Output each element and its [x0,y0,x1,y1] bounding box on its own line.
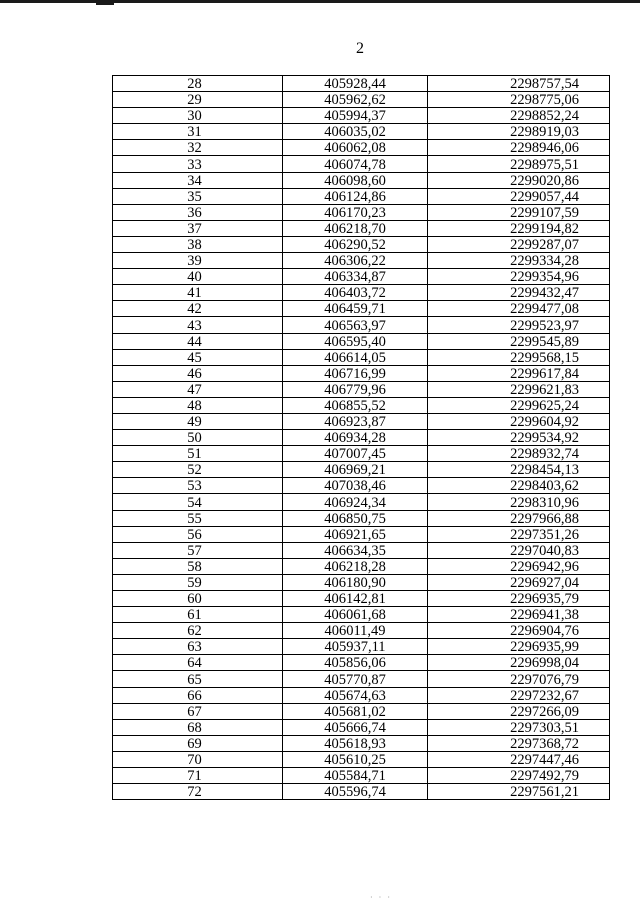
x-coordinate-cell: 406170,23 [283,204,428,220]
x-coordinate-cell: 406779,96 [283,381,428,397]
x-coordinate-cell: 405596,74 [283,784,428,800]
x-coordinate-cell: 406923,87 [283,413,428,429]
table-row [113,768,610,784]
y-coordinate-cell: 2298946,06 [428,140,610,156]
coordinates-table [112,75,610,800]
table-row [113,204,610,220]
x-coordinate-cell: 405856,06 [283,655,428,671]
table-row [113,301,610,317]
page-number: 2 [356,40,364,57]
point-number-cell: 68 [113,719,283,735]
x-coordinate-cell: 406011,49 [283,623,428,639]
table-row [113,413,610,429]
y-coordinate-cell: 2299057,44 [428,188,610,204]
point-number-cell: 67 [113,703,283,719]
x-coordinate-cell: 405962,62 [283,92,428,108]
x-coordinate-cell: 406459,71 [283,301,428,317]
point-number-cell: 59 [113,574,283,590]
point-number-cell: 54 [113,494,283,510]
point-number-cell: 52 [113,462,283,478]
point-number-cell: 64 [113,655,283,671]
x-coordinate-cell: 406180,90 [283,574,428,590]
y-coordinate-cell: 2297368,72 [428,735,610,751]
table-row [113,494,610,510]
x-coordinate-cell: 405610,25 [283,751,428,767]
y-coordinate-cell: 2299334,28 [428,253,610,269]
point-number-cell: 57 [113,542,283,558]
point-number-cell: 31 [113,124,283,140]
x-coordinate-cell: 406142,81 [283,591,428,607]
y-coordinate-cell: 2299194,82 [428,220,610,236]
x-coordinate-cell: 405937,11 [283,639,428,655]
y-coordinate-cell: 2297076,79 [428,671,610,687]
table-row [113,574,610,590]
table-row [113,542,610,558]
y-coordinate-cell: 2298919,03 [428,124,610,140]
point-number-cell: 34 [113,172,283,188]
y-coordinate-cell: 2298403,62 [428,478,610,494]
y-coordinate-cell: 2297492,79 [428,768,610,784]
point-number-cell: 56 [113,526,283,542]
table-row [113,381,610,397]
x-coordinate-cell: 405674,63 [283,687,428,703]
table-row [113,591,610,607]
y-coordinate-cell: 2296998,04 [428,655,610,671]
y-coordinate-cell: 2299545,89 [428,333,610,349]
point-number-cell: 70 [113,751,283,767]
point-number-cell: 53 [113,478,283,494]
x-coordinate-cell: 406934,28 [283,430,428,446]
x-coordinate-cell: 406921,65 [283,526,428,542]
table-row [113,172,610,188]
table-row [113,510,610,526]
x-coordinate-cell: 406124,86 [283,188,428,204]
x-coordinate-cell: 406855,52 [283,397,428,413]
table-row [113,92,610,108]
y-coordinate-cell: 2298975,51 [428,156,610,172]
point-number-cell: 66 [113,687,283,703]
x-coordinate-cell: 405770,87 [283,671,428,687]
y-coordinate-cell: 2298932,74 [428,446,610,462]
point-number-cell: 35 [113,188,283,204]
x-coordinate-cell: 406969,21 [283,462,428,478]
table-row [113,446,610,462]
y-coordinate-cell: 2299107,59 [428,204,610,220]
point-number-cell: 38 [113,236,283,252]
y-coordinate-cell: 2297447,46 [428,751,610,767]
x-coordinate-cell: 406061,68 [283,607,428,623]
x-coordinate-cell: 406634,35 [283,542,428,558]
table-row [113,784,610,800]
point-number-cell: 39 [113,253,283,269]
table-row [113,430,610,446]
table-row [113,655,610,671]
table-row [113,140,610,156]
x-coordinate-cell: 406563,97 [283,317,428,333]
x-coordinate-cell: 406306,22 [283,253,428,269]
x-coordinate-cell: 405666,74 [283,719,428,735]
y-coordinate-cell: 2299568,15 [428,349,610,365]
x-coordinate-cell: 407038,46 [283,478,428,494]
point-number-cell: 33 [113,156,283,172]
x-coordinate-cell: 405994,37 [283,108,428,124]
point-number-cell: 65 [113,671,283,687]
table-row [113,719,610,735]
x-coordinate-cell: 405584,71 [283,768,428,784]
x-coordinate-cell: 406595,40 [283,333,428,349]
point-number-cell: 49 [113,413,283,429]
y-coordinate-cell: 2296904,76 [428,623,610,639]
point-number-cell: 63 [113,639,283,655]
y-coordinate-cell: 2297561,21 [428,784,610,800]
table-row [113,462,610,478]
table-row [113,124,610,140]
x-coordinate-cell: 406716,99 [283,365,428,381]
table-row [113,349,610,365]
table-row [113,687,610,703]
point-number-cell: 72 [113,784,283,800]
point-number-cell: 48 [113,397,283,413]
x-coordinate-cell: 406098,60 [283,172,428,188]
table-row [113,285,610,301]
y-coordinate-cell: 2299617,84 [428,365,610,381]
table-row [113,236,610,252]
y-coordinate-cell: 2299020,86 [428,172,610,188]
point-number-cell: 43 [113,317,283,333]
point-number-cell: 58 [113,558,283,574]
point-number-cell: 45 [113,349,283,365]
point-number-cell: 62 [113,623,283,639]
point-number-cell: 60 [113,591,283,607]
point-number-cell: 69 [113,735,283,751]
y-coordinate-cell: 2297351,26 [428,526,610,542]
x-coordinate-cell: 406290,52 [283,236,428,252]
y-coordinate-cell: 2299287,07 [428,236,610,252]
y-coordinate-cell: 2296935,79 [428,591,610,607]
y-coordinate-cell: 2299621,83 [428,381,610,397]
y-coordinate-cell: 2299432,47 [428,285,610,301]
point-number-cell: 47 [113,381,283,397]
x-coordinate-cell: 406924,34 [283,494,428,510]
point-number-cell: 44 [113,333,283,349]
x-coordinate-cell: 406074,78 [283,156,428,172]
table-row [113,220,610,236]
point-number-cell: 29 [113,92,283,108]
point-number-cell: 50 [113,430,283,446]
table-row [113,156,610,172]
table-row [113,269,610,285]
table-row [113,735,610,751]
y-coordinate-cell: 2296935,99 [428,639,610,655]
y-coordinate-cell: 2299604,92 [428,413,610,429]
y-coordinate-cell: 2298852,24 [428,108,610,124]
table-row [113,253,610,269]
y-coordinate-cell: 2299523,97 [428,317,610,333]
top-border-mark [96,2,114,5]
x-coordinate-cell: 405681,02 [283,703,428,719]
x-coordinate-cell: 406614,05 [283,349,428,365]
point-number-cell: 41 [113,285,283,301]
point-number-cell: 55 [113,510,283,526]
table-row [113,639,610,655]
table-row [113,478,610,494]
x-coordinate-cell: 406403,72 [283,285,428,301]
x-coordinate-cell: 405928,44 [283,76,428,92]
point-number-cell: 61 [113,607,283,623]
point-number-cell: 51 [113,446,283,462]
table-row [113,333,610,349]
table-row [113,751,610,767]
point-number-cell: 28 [113,76,283,92]
y-coordinate-cell: 2296942,96 [428,558,610,574]
point-number-cell: 32 [113,140,283,156]
table-row [113,76,610,92]
table-row [113,397,610,413]
y-coordinate-cell: 2298310,96 [428,494,610,510]
y-coordinate-cell: 2297266,09 [428,703,610,719]
point-number-cell: 40 [113,269,283,285]
scan-artifact-dots: · · · [370,893,392,902]
y-coordinate-cell: 2297040,83 [428,542,610,558]
x-coordinate-cell: 405618,93 [283,735,428,751]
coordinates-table-body [113,76,610,800]
y-coordinate-cell: 2299354,96 [428,269,610,285]
table-row [113,558,610,574]
x-coordinate-cell: 406850,75 [283,510,428,526]
table-row [113,671,610,687]
y-coordinate-cell: 2297966,88 [428,510,610,526]
y-coordinate-cell: 2296927,04 [428,574,610,590]
x-coordinate-cell: 406218,70 [283,220,428,236]
table-row [113,108,610,124]
table-row [113,703,610,719]
x-coordinate-cell: 406334,87 [283,269,428,285]
y-coordinate-cell: 2297232,67 [428,687,610,703]
x-coordinate-cell: 406035,02 [283,124,428,140]
point-number-cell: 37 [113,220,283,236]
y-coordinate-cell: 2298454,13 [428,462,610,478]
y-coordinate-cell: 2299534,92 [428,430,610,446]
x-coordinate-cell: 407007,45 [283,446,428,462]
x-coordinate-cell: 406062,08 [283,140,428,156]
table-row [113,526,610,542]
point-number-cell: 42 [113,301,283,317]
x-coordinate-cell: 406218,28 [283,558,428,574]
table-row [113,623,610,639]
table-row [113,607,610,623]
y-coordinate-cell: 2296941,38 [428,607,610,623]
y-coordinate-cell: 2299477,08 [428,301,610,317]
point-number-cell: 46 [113,365,283,381]
y-coordinate-cell: 2299625,24 [428,397,610,413]
y-coordinate-cell: 2298775,06 [428,92,610,108]
table-row [113,317,610,333]
y-coordinate-cell: 2297303,51 [428,719,610,735]
y-coordinate-cell: 2298757,54 [428,76,610,92]
point-number-cell: 71 [113,768,283,784]
table-row [113,188,610,204]
table-row [113,365,610,381]
point-number-cell: 36 [113,204,283,220]
point-number-cell: 30 [113,108,283,124]
